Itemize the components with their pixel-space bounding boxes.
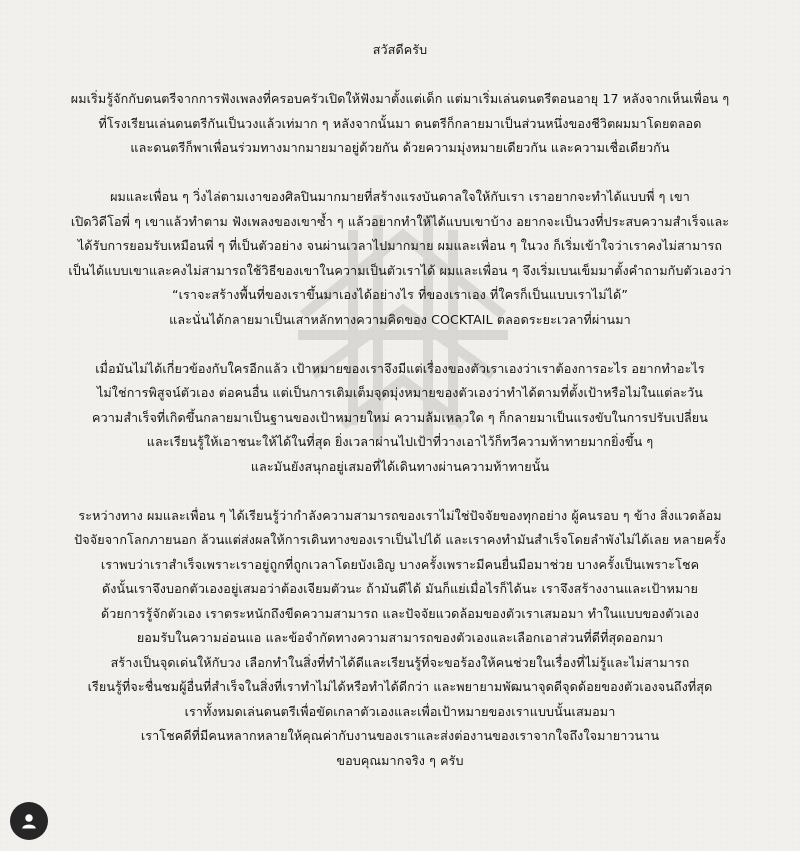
paragraph-line: และดนตรีก็พาเพื่อนร่วมทางมากมายมาอยู่ด้วยกัน ด้วยความมุ่งหมายเดียวกัน และความเชื่อเดียวกัน <box>130 140 670 155</box>
quote-line: “เราจะสร้างพื้นที่ของเราขึ้นมาเองได้อย่างไร ที่ของเราเอง ที่ใครก็เป็นแบบเราไม่ได้” <box>172 287 628 302</box>
letter-body <box>40 38 760 773</box>
paragraph-line: เราโชคดีที่มีคนหลากหลายให้คุณค่ากับงานของเราและส่งต่องานของเราจากใจถึงใจมายาวนาน <box>140 728 660 743</box>
paragraph-line: ระหว่างทาง ผมและเพื่อน ๆ ได้เรียนรู้ว่ากำลังความสามารถของเราไม่ใช่ปัจจัยของทุกอย่าง ผู้คนรอบ ๆ ข้าง สิ่งแวดล้อม <box>78 507 722 523</box>
paragraph-line: ปัจจัยจากโลกภายนอก ล้วนแต่ส่งผลให้การเดินทางของเราเป็นไปได้ และเราคงทำมันสำเร็จโดยลำพังไม่ได้เลย หลายครั้ง <box>74 532 726 547</box>
paragraph-line: ยอมรับในความอ่อนแอ และข้อจำกัดทางความสามารถของตัวเองและเลือกเอาส่วนที่ดีที่สุดออกมา <box>136 630 664 645</box>
paragraph-3 <box>40 357 760 480</box>
paragraph-line: เราทั้งหมดเล่นดนตรีเพื่อขัดเกลาตัวเองและเพื่อเป้าหมายของเราแบบนั้นเสมอมา <box>184 703 616 719</box>
paragraph-line: เปิดวิดีโอพี่ ๆ เขาแล้วทำตาม ฟังเพลงของเขาซ้ำ ๆ แล้วอยากทำให้ได้แบบเขาบ้าง อยากจะเป็นวงที่ประสบความสำเร็จและ <box>70 213 730 229</box>
paragraph-line: ผมเริ่มรู้จักกับดนตรีจากการฟังเพลงที่ครอบครัวเปิดให้ฟังมาตั้งแต่เด็ก แต่มาเริ่มเล่นดนตรีตอนอายุ 17 หลังจากเห็นเพื่อน ๆ <box>70 91 730 106</box>
paragraph-line: ที่โรงเรียนเล่นดนตรีกันเป็นวงแล้วเท่มาก ๆ หลังจากนั้นมา ดนตรีก็กลายมาเป็นส่วนหนึ่งของชีวิตผมมาโดยตลอด <box>98 115 702 131</box>
paragraph-line: เป็นได้แบบเขาและคงไม่สามารถใช้วิธีของเขาในความเป็นตัวเราได้ ผมและเพื่อน ๆ จึงเริ่มเบนเข็มมาตั้งคำถามกับตัวเองว่า <box>68 262 732 278</box>
paragraph-line: และนั่นได้กลายมาเป็นเสาหลักทางความคิดของ COCKTAIL ตลอดระยะเวลาที่ผ่านมา <box>169 311 631 327</box>
paragraph-line: ดังนั้นเราจึงบอกตัวเองอยู่เสมอว่าต้องเจียมตัวนะ ถ้ามันดีได้ มันก็แย่เมื่อไรก็ได้นะ เราจึงสร้างงานและเป้าหมาย <box>101 581 699 596</box>
paragraph-line: เมื่อมันไม่ได้เกี่ยวข้องกับใครอีกแล้ว เป้าหมายของเราจึงมีแต่เรื่องของตัวเราเองว่าเราต้องการอะไร อยากทำอะไร <box>95 360 705 376</box>
paragraph-1 <box>40 87 760 161</box>
avatar-button[interactable] <box>10 802 48 840</box>
paragraph-line: เราพบว่าเราสำเร็จเพราะเราอยู่ถูกที่ถูกเวลาโดยบังเอิญ บางครั้งเพราะมีคนยื่นมือมาช่วย บางครั้งเป็นเพราะโชค <box>100 556 700 572</box>
paragraph-line: ได้รับการยอมรับเหมือนพี่ ๆ ที่เป็นตัวอย่าง จนผ่านเวลาไปมากมาย ผมและเพื่อน ๆ ในวง ก็เริ่มเข้าใจว่าเราคงไม่สามารถ <box>77 238 723 253</box>
paragraph-line: ความสำเร็จที่เกิดขึ้นกลายมาเป็นฐานของเป้าหมายใหม่ ความล้มเหลวใด ๆ ก็กลายมาเป็นแรงขับในการปรับเปลี่ยน <box>92 409 708 425</box>
paragraph-line: สร้างเป็นจุดเด่นให้กับวง เลือกทำในสิ่งที่ทำได้ดีและเรียนรู้ที่จะขอร้องให้คนช่วยในเรื่องที่ไม่รู้และไม่สามารถ <box>110 654 690 670</box>
paragraph-line: และเรียนรู้ให้เอาชนะให้ได้ในที่สุด ยิ่งเวลาผ่านไปเป้าที่วางเอาไว้ก็ทวีความท้าทายมากยิ่งขึ้น ๆ <box>146 434 654 449</box>
paragraph-line: ไม่ใช่การพิสูจน์ตัวเอง ต่อคนอื่น แต่เป็นการเติมเต็มจุดมุ่งหมายของตัวเองว่าทำได้ตามที่ตั้งเป้าหรือไม่ในแต่ละวัน <box>96 385 704 400</box>
paragraph-line: เรียนรู้ที่จะชื่นชมผู้อื่นที่สำเร็จในสิ่งที่เราทำไม่ได้หรือทำได้ดีกว่า และพยายามพัฒนาจุดดีจุดด้อยของตัวเองจนถึงที่สุด <box>87 679 713 694</box>
paragraph-line: และมันยังสนุกอยู่เสมอที่ได้เดินทางผ่านความท้าทายนั้น <box>250 458 550 474</box>
paragraph-line: ด้วยการรู้จักตัวเอง เราตระหนักถึงขีดความสามารถ และปัจจัยแวดล้อมของตัวเราเสมอมา ทำในแบบของตัวเอง <box>100 605 700 621</box>
person-icon <box>20 812 38 830</box>
sign-off: ขอบคุณมากจริง ๆ ครับ <box>336 752 464 768</box>
paragraph-4 <box>40 504 760 774</box>
paragraph-2 <box>40 185 760 332</box>
paragraph-line: ผมและเพื่อน ๆ วิ่งไล่ตามเงาของศิลปินมากมายที่สร้างแรงบันดาลใจให้กับเรา เราอยากจะทำได้แบบพี่ ๆ เขา <box>110 189 690 204</box>
greeting: สวัสดีครับ <box>372 42 428 57</box>
